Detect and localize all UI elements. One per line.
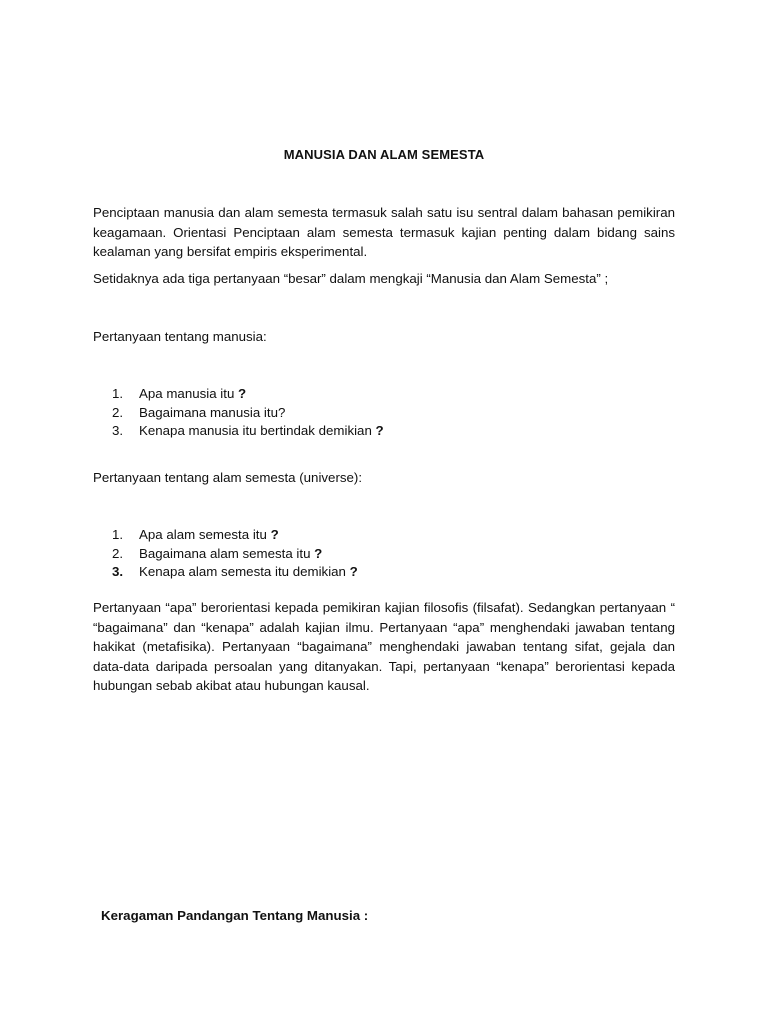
list-number: 1.	[112, 386, 124, 401]
document-title: MANUSIA DAN ALAM SEMESTA	[283, 147, 485, 162]
list-text: Kenapa manusia itu bertindak demikian	[139, 423, 376, 439]
list-text: Kenapa alam semesta itu demikian	[139, 564, 350, 580]
list-text: Apa manusia itu	[139, 386, 239, 401]
list-item	[112, 422, 384, 441]
explanation-paragraph: Pertanyaan “apa” berorientasi kepada pemikiran kajian filosofis (filsafat). Sedangkan pertanyaan “ “bagaimana” dan “kenapa” adalah kajian ilmu. Pertanyaan “apa” menghendaki jawaban tentang hakikat (metafisika). Pertanyaan “bagaimana” menghendaki jawaban tentang sifat, gejala dan data-data daripada persoalan yang ditanyakan. Tapi, pertanyaan “kenapa” berorientasi kepada hubungan sebab akibat atau hubungan kausal.	[93, 600, 675, 694]
list-number: 2.	[112, 545, 124, 561]
list-number: 2.	[112, 404, 124, 420]
question-mark: ?	[314, 545, 323, 561]
list-item	[112, 385, 384, 404]
question-mark: ?	[270, 527, 279, 542]
heading-alam: Pertanyaan tentang alam semesta (universe):	[93, 470, 363, 485]
list-number: 3.	[112, 564, 124, 580]
list-number: 1.	[112, 527, 124, 542]
list-manusia	[112, 385, 384, 441]
intro-paragraph: Penciptaan manusia dan alam semesta termasuk salah satu isu sentral dalam bahasan pemikiran keagamaan. Orientasi Penciptaan alam semesta termasuk kajian penting dalam bidang sains kealaman yang bersifat empiris eksperimental.	[93, 205, 675, 260]
list-text: Apa alam semesta itu	[139, 527, 271, 542]
list-item	[112, 563, 358, 582]
list-text: Bagaimana alam semesta itu	[139, 545, 315, 561]
question-mark: ?	[349, 564, 358, 580]
heading-manusia: Pertanyaan tentang manusia:	[93, 329, 267, 344]
question-mark: ?	[375, 423, 384, 439]
footer-heading: Keragaman Pandangan Tentang Manusia :	[101, 908, 369, 923]
list-item	[112, 545, 358, 564]
list-text: Bagaimana manusia itu?	[139, 404, 286, 420]
list-alam	[112, 526, 358, 582]
list-number: 3.	[112, 423, 124, 439]
three-questions-paragraph: Setidaknya ada tiga pertanyaan “besar” dalam mengkaji “Manusia dan Alam Semesta” ;	[93, 271, 609, 286]
list-item	[112, 526, 358, 545]
list-item	[112, 404, 384, 423]
question-mark: ?	[238, 386, 247, 401]
